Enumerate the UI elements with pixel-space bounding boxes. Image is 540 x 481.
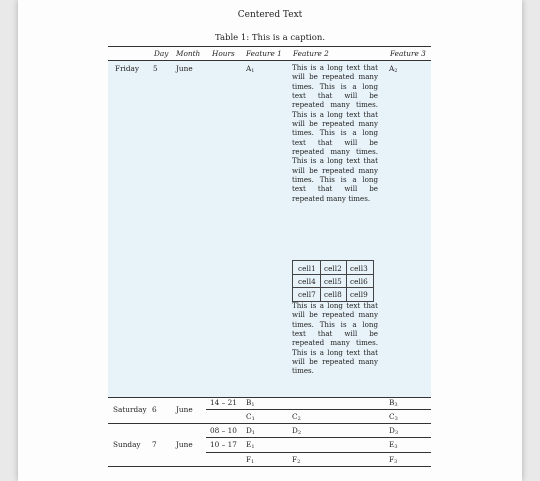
inner-table-divider xyxy=(292,287,374,288)
header-hours: Hours xyxy=(212,49,235,58)
sunday-month: June xyxy=(176,440,193,449)
friday-day-name: Friday xyxy=(115,64,140,73)
sunday-feature-1-row3: $F_1$ xyxy=(246,455,255,465)
header-day: Day xyxy=(154,49,169,58)
sunday-hours-2: 10 – 17 xyxy=(210,440,237,449)
feature-2-long-text: This is a long text that will be repeated many times. This is a long text that will be repeated many times. This is a long text that will be repeated many times. This is a long text that will be repeated many times. This is a long text that will be repeated many times. This is a long text that will be repeated many times. xyxy=(292,63,378,203)
inner-cell: cell9 xyxy=(350,290,368,299)
header-feature-1: Feature 1 xyxy=(246,49,282,58)
inner-table-divider xyxy=(292,274,374,275)
sunday-feature-1-row1: $D_1$ xyxy=(246,426,256,436)
header-feature-2: Feature 2 xyxy=(293,49,329,58)
friday-bottom-rule xyxy=(108,397,431,398)
inner-cell: cell3 xyxy=(350,264,368,273)
friday-feature-3: $A_2$ xyxy=(389,64,398,74)
saturday-feature-3-row1: $B_3$ xyxy=(389,398,398,408)
inner-cell: cell1 xyxy=(298,264,316,273)
sunday-hours-1: 08 – 10 xyxy=(210,426,237,435)
saturday-feature-1-row2: $C_1$ xyxy=(246,412,255,422)
saturday-bottom-rule xyxy=(108,423,431,424)
table-bottom-rule xyxy=(108,466,431,467)
sunday-partial-rule xyxy=(206,452,431,453)
sunday-partial-rule xyxy=(206,437,431,438)
inner-table-divider xyxy=(346,260,347,302)
sunday-feature-2-row1: $D_2$ xyxy=(292,426,302,436)
friday-day-number: 5 xyxy=(153,64,158,73)
inner-cell: cell5 xyxy=(324,277,342,286)
table-caption: Table 1: This is a caption. xyxy=(214,33,326,43)
header-month: Month xyxy=(176,49,201,58)
saturday-day-number: 6 xyxy=(152,405,157,414)
sunday-feature-3-row2: $E_3$ xyxy=(389,440,398,450)
inner-table-divider xyxy=(320,260,321,302)
saturday-partial-rule xyxy=(206,409,431,410)
inner-cell: cell6 xyxy=(350,277,368,286)
saturday-feature-3-row2: $C_3$ xyxy=(389,412,398,422)
sunday-feature-1-row2: $E_1$ xyxy=(246,440,255,450)
sunday-day-number: 7 xyxy=(152,440,157,449)
sunday-feature-3-row1: $D_3$ xyxy=(389,426,399,436)
centered-heading: Centered Text xyxy=(237,10,303,20)
sunday-feature-2-row3: $F_2$ xyxy=(292,455,301,465)
saturday-feature-1-row1: $B_1$ xyxy=(246,398,255,408)
inner-cell: cell8 xyxy=(324,290,342,299)
inner-cell: cell2 xyxy=(324,264,342,273)
table-top-rule xyxy=(108,46,431,47)
sunday-feature-3-row3: $F_3$ xyxy=(389,455,398,465)
header-feature-3: Feature 3 xyxy=(390,49,426,58)
feature-2-long-text-after: This is a long text that will be repeated many times. This is a long text that will be repeated many times. This is a long text that will be repeated many times. xyxy=(292,301,378,376)
sunday-day-name: Sunday xyxy=(113,440,141,449)
saturday-day-name: Saturday xyxy=(113,405,147,414)
saturday-feature-2-row2: $C_2$ xyxy=(292,412,301,422)
inner-cell: cell7 xyxy=(298,290,316,299)
friday-feature-1: $A_1$ xyxy=(246,64,255,74)
saturday-hours-1: 14 – 21 xyxy=(210,398,237,407)
friday-month: June xyxy=(176,64,193,73)
friday-row-shading xyxy=(108,61,431,397)
saturday-month: June xyxy=(176,405,193,414)
inner-cell: cell4 xyxy=(298,277,316,286)
